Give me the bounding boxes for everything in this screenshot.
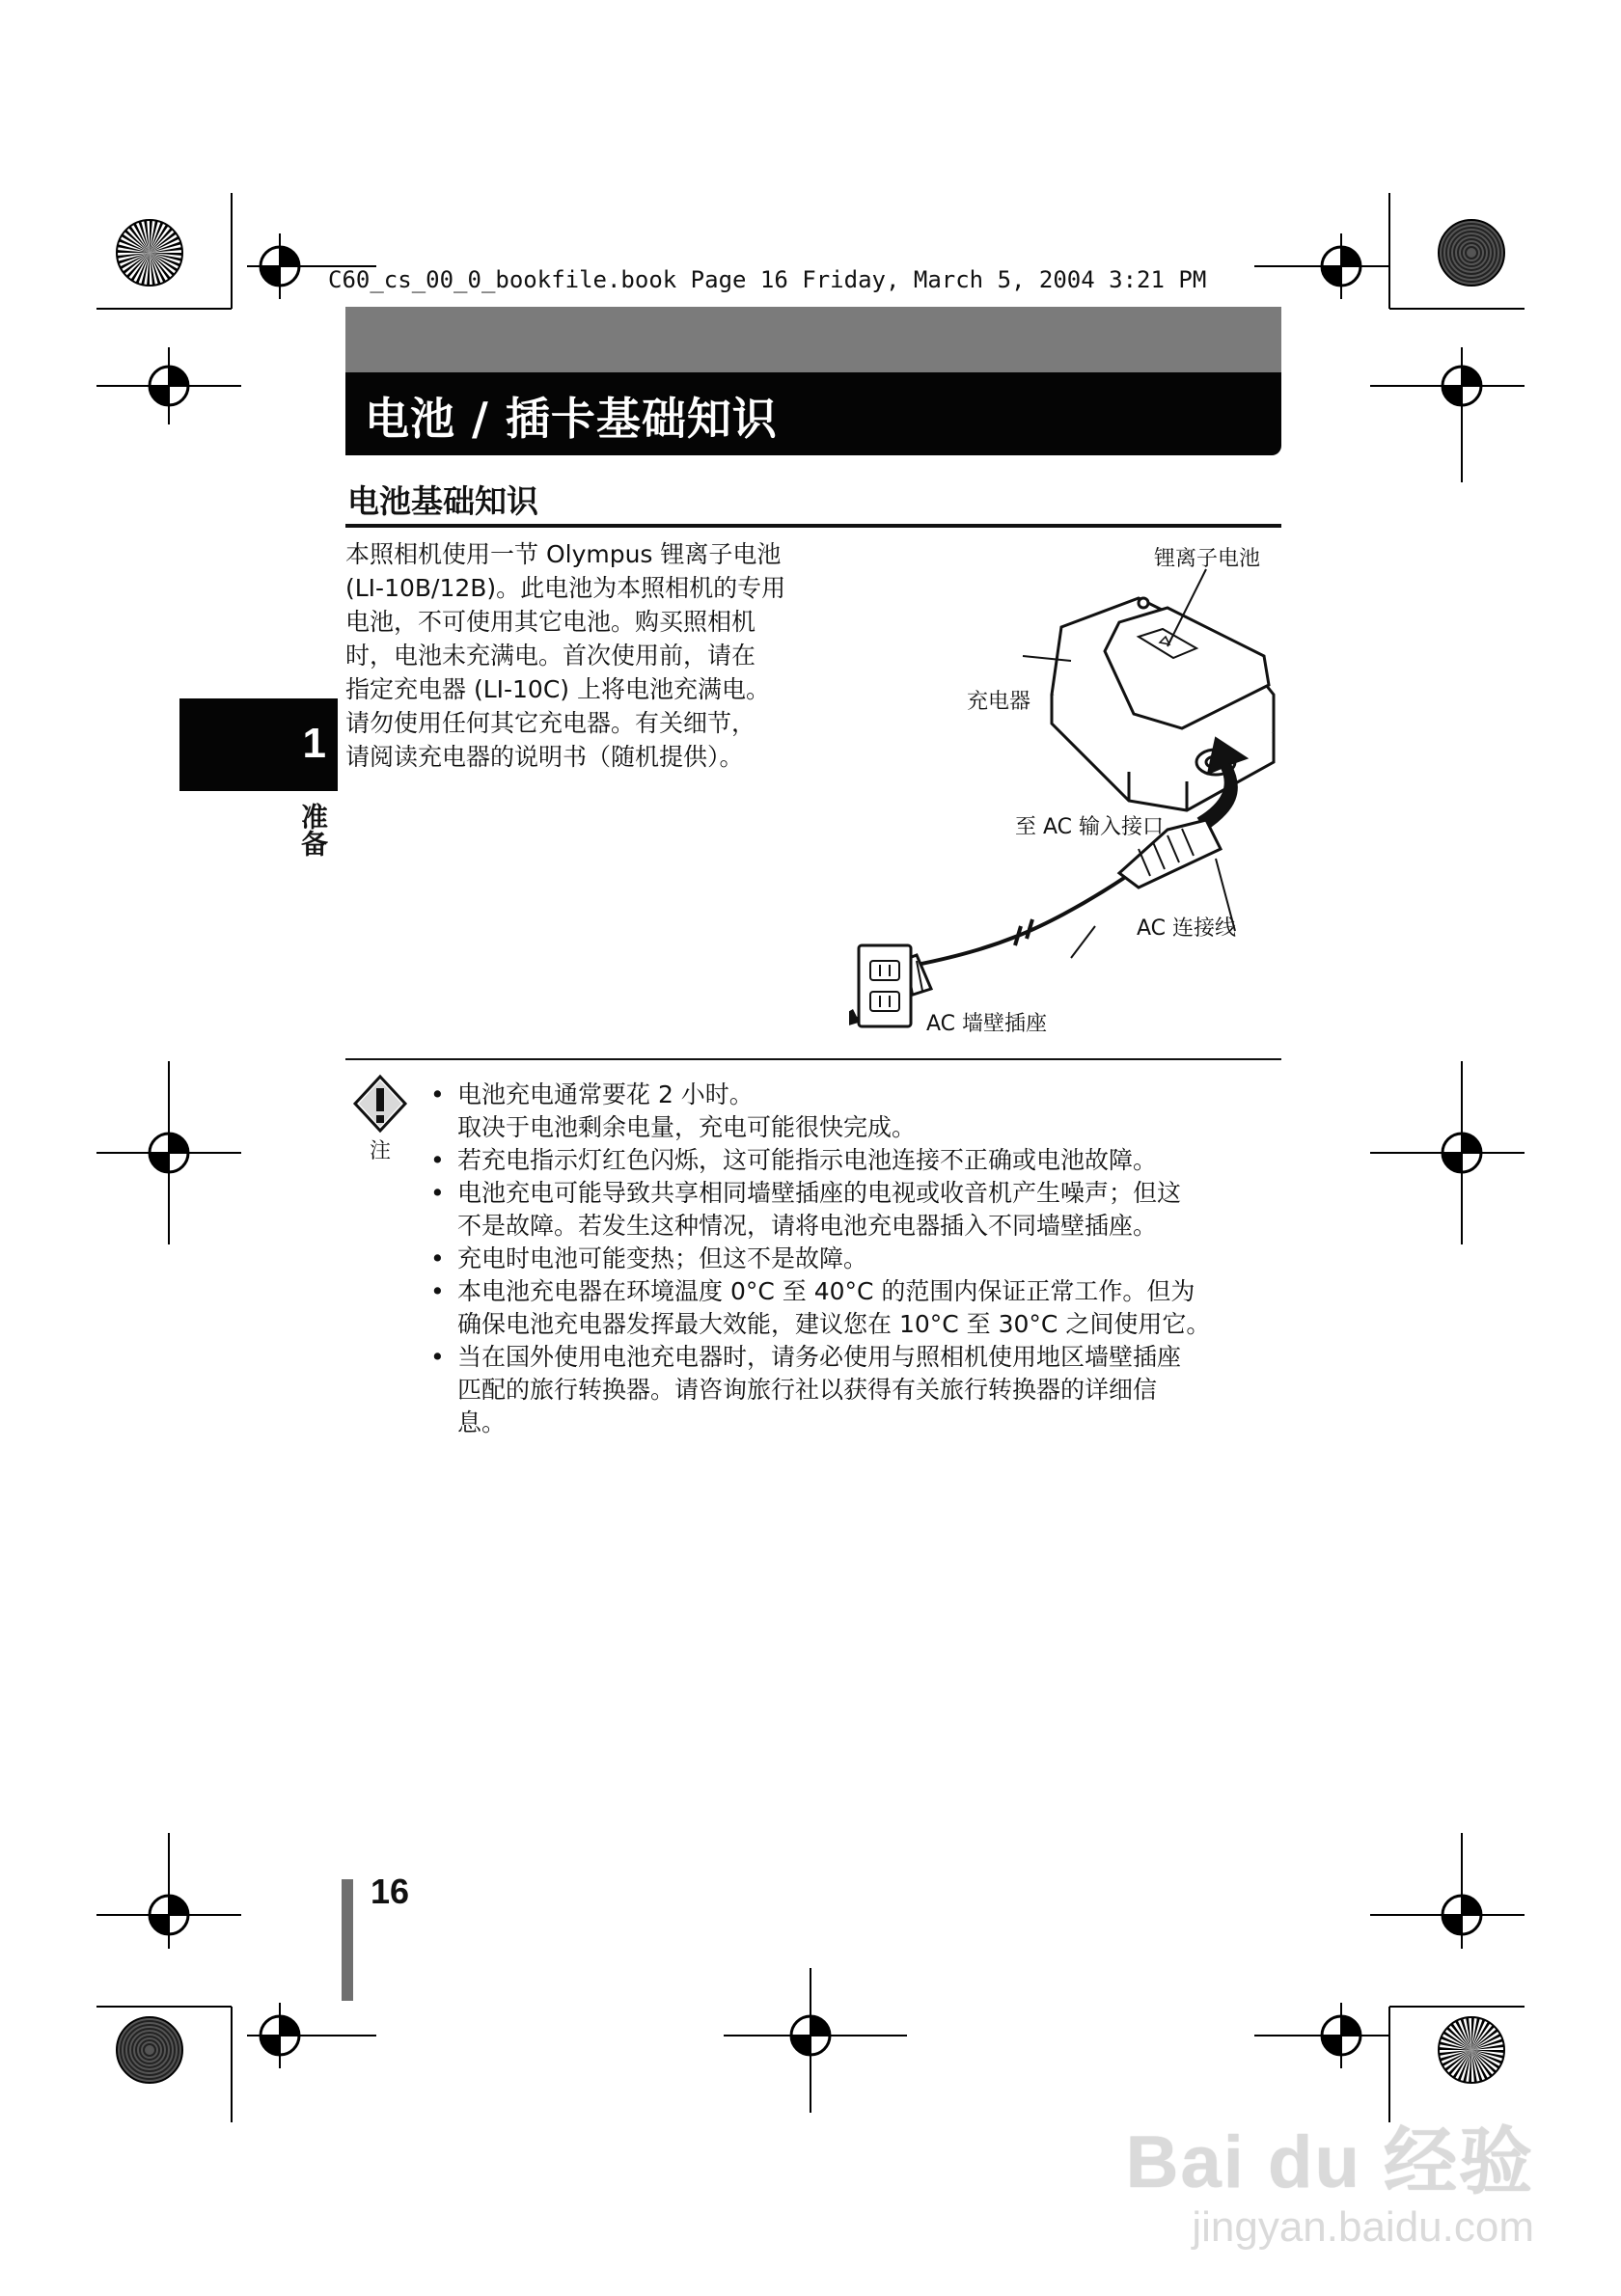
page-number-bar (342, 1879, 353, 2001)
note-line: 电池充电通常要花 2 小时。 (457, 1080, 754, 1108)
note-item (430, 1144, 1289, 1177)
target-circle (1439, 220, 1504, 286)
body-line: (LI-10B/12B)。此电池为本照相机的专用 (345, 574, 786, 602)
body-line: 电池，不可使用其它电池。购买照相机 (345, 608, 756, 636)
body-line: 本照相机使用一节 Olympus 锂离子电池 (345, 540, 782, 568)
header-gray-band (345, 307, 1281, 372)
label-ac-cable: AC 连接线 (1137, 916, 1237, 941)
chapter-tab-label: 准备 (297, 803, 329, 857)
note-line: 确保电池充电器发挥最大效能，建议您在 10°C 至 30°C 之间使用它。 (457, 1310, 1211, 1338)
note-item (430, 1341, 1289, 1439)
note-line: 取决于电池剩余电量，充电可能很快完成。 (457, 1113, 917, 1141)
chapter-tab-number: 1 (302, 720, 326, 767)
note-line: 当在国外使用电池充电器时，请务必使用与照相机使用地区墙壁插座 (457, 1343, 1182, 1371)
note-line: 若充电指示灯红色闪烁，这可能指示电池连接不正确或电池故障。 (457, 1146, 1158, 1174)
wall-outlet-icon (857, 943, 913, 1028)
note-line: 电池充电可能导致共享相同墙壁插座的电视或收音机产生噪声；但这 (457, 1179, 1182, 1207)
body-line: 指定充电器 (LI-10C) 上将电池充满电。 (345, 675, 770, 703)
bullet: • (430, 1146, 445, 1174)
section-title: 电池基础知识 (347, 482, 538, 520)
bullet: • (430, 1277, 445, 1305)
body-paragraph (345, 537, 828, 774)
note-item (430, 1275, 1289, 1341)
note-line: 不是故障。若发生这种情况，请将电池充电器插入不同墙壁插座。 (457, 1212, 1158, 1240)
bullet: • (430, 1179, 445, 1207)
bullet: • (430, 1343, 445, 1371)
label-wall-outlet: AC 墙壁插座 (926, 1012, 1048, 1036)
watermark (1125, 2103, 1544, 2267)
note-item (430, 1243, 1289, 1275)
charger-illustration (849, 540, 1293, 1042)
note-item (430, 1079, 1289, 1144)
bullet: • (430, 1080, 445, 1108)
bullet: • (430, 1244, 445, 1272)
body-line: 时，电池未充满电。首次使用前，请在 (345, 642, 756, 670)
body-line: 请阅读充电器的说明书（随机提供）。 (345, 743, 744, 771)
note-list (430, 1079, 1289, 1439)
label-charger: 充电器 (967, 690, 1031, 714)
watermark-url: jingyan.baidu.com (1192, 2203, 1534, 2251)
section-rule (345, 524, 1281, 528)
watermark-brand: Bai du 经验 (1125, 2121, 1534, 2203)
note-item (430, 1177, 1289, 1243)
chapter-header (345, 372, 1281, 455)
page-number: 16 (371, 1872, 410, 1911)
note-line: 本电池充电器在环境温度 0°C 至 40°C 的范围内保证正常工作。但为 (457, 1277, 1195, 1305)
charger-drawing (1052, 598, 1274, 810)
note-rule (345, 1058, 1281, 1060)
label-ac-input: 至 AC 输入接口 (1015, 815, 1165, 839)
chapter-title: 电池 / 插卡基础知识 (365, 393, 778, 445)
target-circle (117, 2017, 182, 2083)
ac-cable (917, 878, 1124, 965)
note-caption: 注 (370, 1139, 392, 1163)
note-line: 充电时电池可能变热；但这不是故障。 (457, 1244, 868, 1272)
note-line: 息。 (457, 1408, 507, 1436)
note-line: 匹配的旅行转换器。请咨询旅行社以获得有关旅行转换器的详细信 (457, 1376, 1158, 1404)
body-line: 请勿使用任何其它充电器。有关细节， (345, 709, 756, 737)
label-battery: 锂离子电池 (1154, 547, 1261, 571)
chapter-tab (179, 698, 338, 791)
print-slug: C60_cs_00_0_bookfile.book Page 16 Friday, March 5, 2004 3:21 PM (328, 266, 1207, 293)
